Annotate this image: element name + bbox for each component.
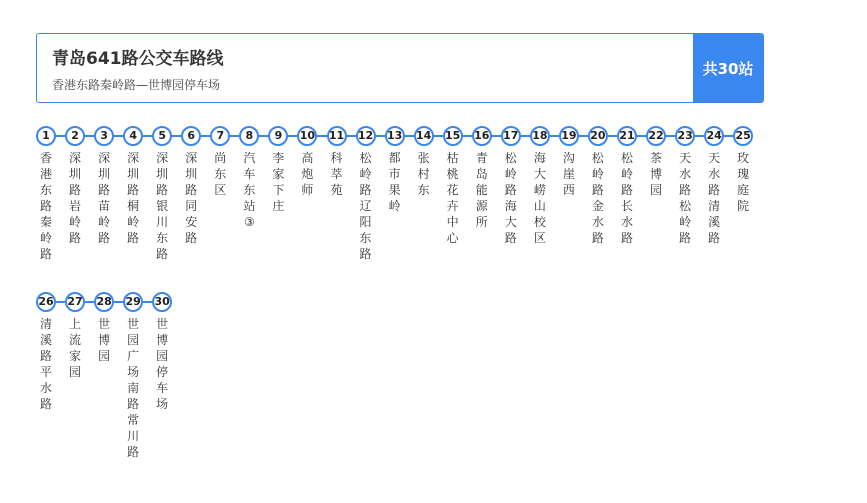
stop-number: 22: [646, 126, 666, 146]
stop-name[interactable]: 沟崖西: [562, 151, 575, 197]
stop-name[interactable]: 天水路清溪路: [708, 151, 721, 245]
stop-name[interactable]: 玫瑰庭院: [737, 151, 750, 213]
stop-number: 20: [588, 126, 608, 146]
stop-number: 30: [152, 292, 172, 312]
stop-name[interactable]: 松岭路辽阳东路: [359, 151, 372, 261]
stop-name[interactable]: 海大崂山校区: [533, 151, 546, 245]
stop-number: 11: [327, 126, 347, 146]
stop-number: 27: [65, 292, 85, 312]
stop-number: 14: [414, 126, 434, 146]
stop-number: 6: [181, 126, 201, 146]
stop-number: 1: [36, 126, 56, 146]
stop-number: 21: [617, 126, 637, 146]
stop-name[interactable]: 都市果岭: [388, 151, 401, 213]
stop-number: 16: [472, 126, 492, 146]
stop-number: 15: [443, 126, 463, 146]
stop-number: 12: [356, 126, 376, 146]
stop-name[interactable]: 深圳路苗岭路: [98, 151, 111, 245]
stop-number: 10: [297, 126, 317, 146]
stop-name[interactable]: 枯桃花卉中心: [446, 151, 459, 245]
stop-name[interactable]: 深圳路桐岭路: [127, 151, 140, 245]
stop-number: 26: [36, 292, 56, 312]
stop-number: 19: [559, 126, 579, 146]
route-subtitle: 香港东路秦岭路—世博园停车场: [52, 78, 221, 92]
stop-number: 2: [65, 126, 85, 146]
stop-name[interactable]: 世园广场南路常川路: [127, 317, 140, 459]
stop-number: 4: [123, 126, 143, 146]
stop-number: 8: [239, 126, 259, 146]
stop-number: 7: [210, 126, 230, 146]
stop-name[interactable]: 松岭路海大路: [504, 151, 517, 245]
stop-name[interactable]: 深圳路同安路: [185, 151, 198, 245]
stop-number: 28: [94, 292, 114, 312]
stop-name[interactable]: 松岭路金水路: [591, 151, 604, 245]
stop-number: 29: [123, 292, 143, 312]
stop-name[interactable]: 汽车东站③: [243, 151, 256, 229]
stop-number: 13: [385, 126, 405, 146]
stop-name[interactable]: 香港东路秦岭路: [39, 151, 52, 261]
stop-name[interactable]: 世博园停车场: [156, 317, 169, 411]
stop-name[interactable]: 尚东区: [214, 151, 227, 197]
stop-name[interactable]: 世博园: [98, 317, 111, 363]
stop-name[interactable]: 高炮师: [301, 151, 314, 197]
stop-number: 24: [704, 126, 724, 146]
stop-number: 17: [501, 126, 521, 146]
route-title: 青岛641路公交车路线: [52, 49, 224, 69]
stop-number: 25: [733, 126, 753, 146]
stop-number: 5: [152, 126, 172, 146]
stop-number: 3: [94, 126, 114, 146]
stop-count-badge: 共30站: [693, 34, 763, 102]
stop-name[interactable]: 张村东: [417, 151, 430, 197]
stop-name[interactable]: 科萃苑: [330, 151, 343, 197]
stop-name[interactable]: 天水路松岭路: [679, 151, 692, 245]
stop-name[interactable]: 李家下庄: [272, 151, 285, 213]
stop-name[interactable]: 松岭路长水路: [620, 151, 633, 245]
route-header: [36, 33, 764, 103]
stop-number: 23: [675, 126, 695, 146]
stop-name[interactable]: 上流家园: [69, 317, 82, 379]
stop-name[interactable]: 深圳路银川东路: [156, 151, 169, 261]
stop-name[interactable]: 清溪路平水路: [39, 317, 52, 411]
stop-name[interactable]: 青岛能源所: [475, 151, 488, 229]
stop-number: 9: [268, 126, 288, 146]
stop-name[interactable]: 深圳路岩岭路: [69, 151, 82, 245]
stop-name[interactable]: 茶博园: [650, 151, 663, 197]
stop-number: 18: [530, 126, 550, 146]
